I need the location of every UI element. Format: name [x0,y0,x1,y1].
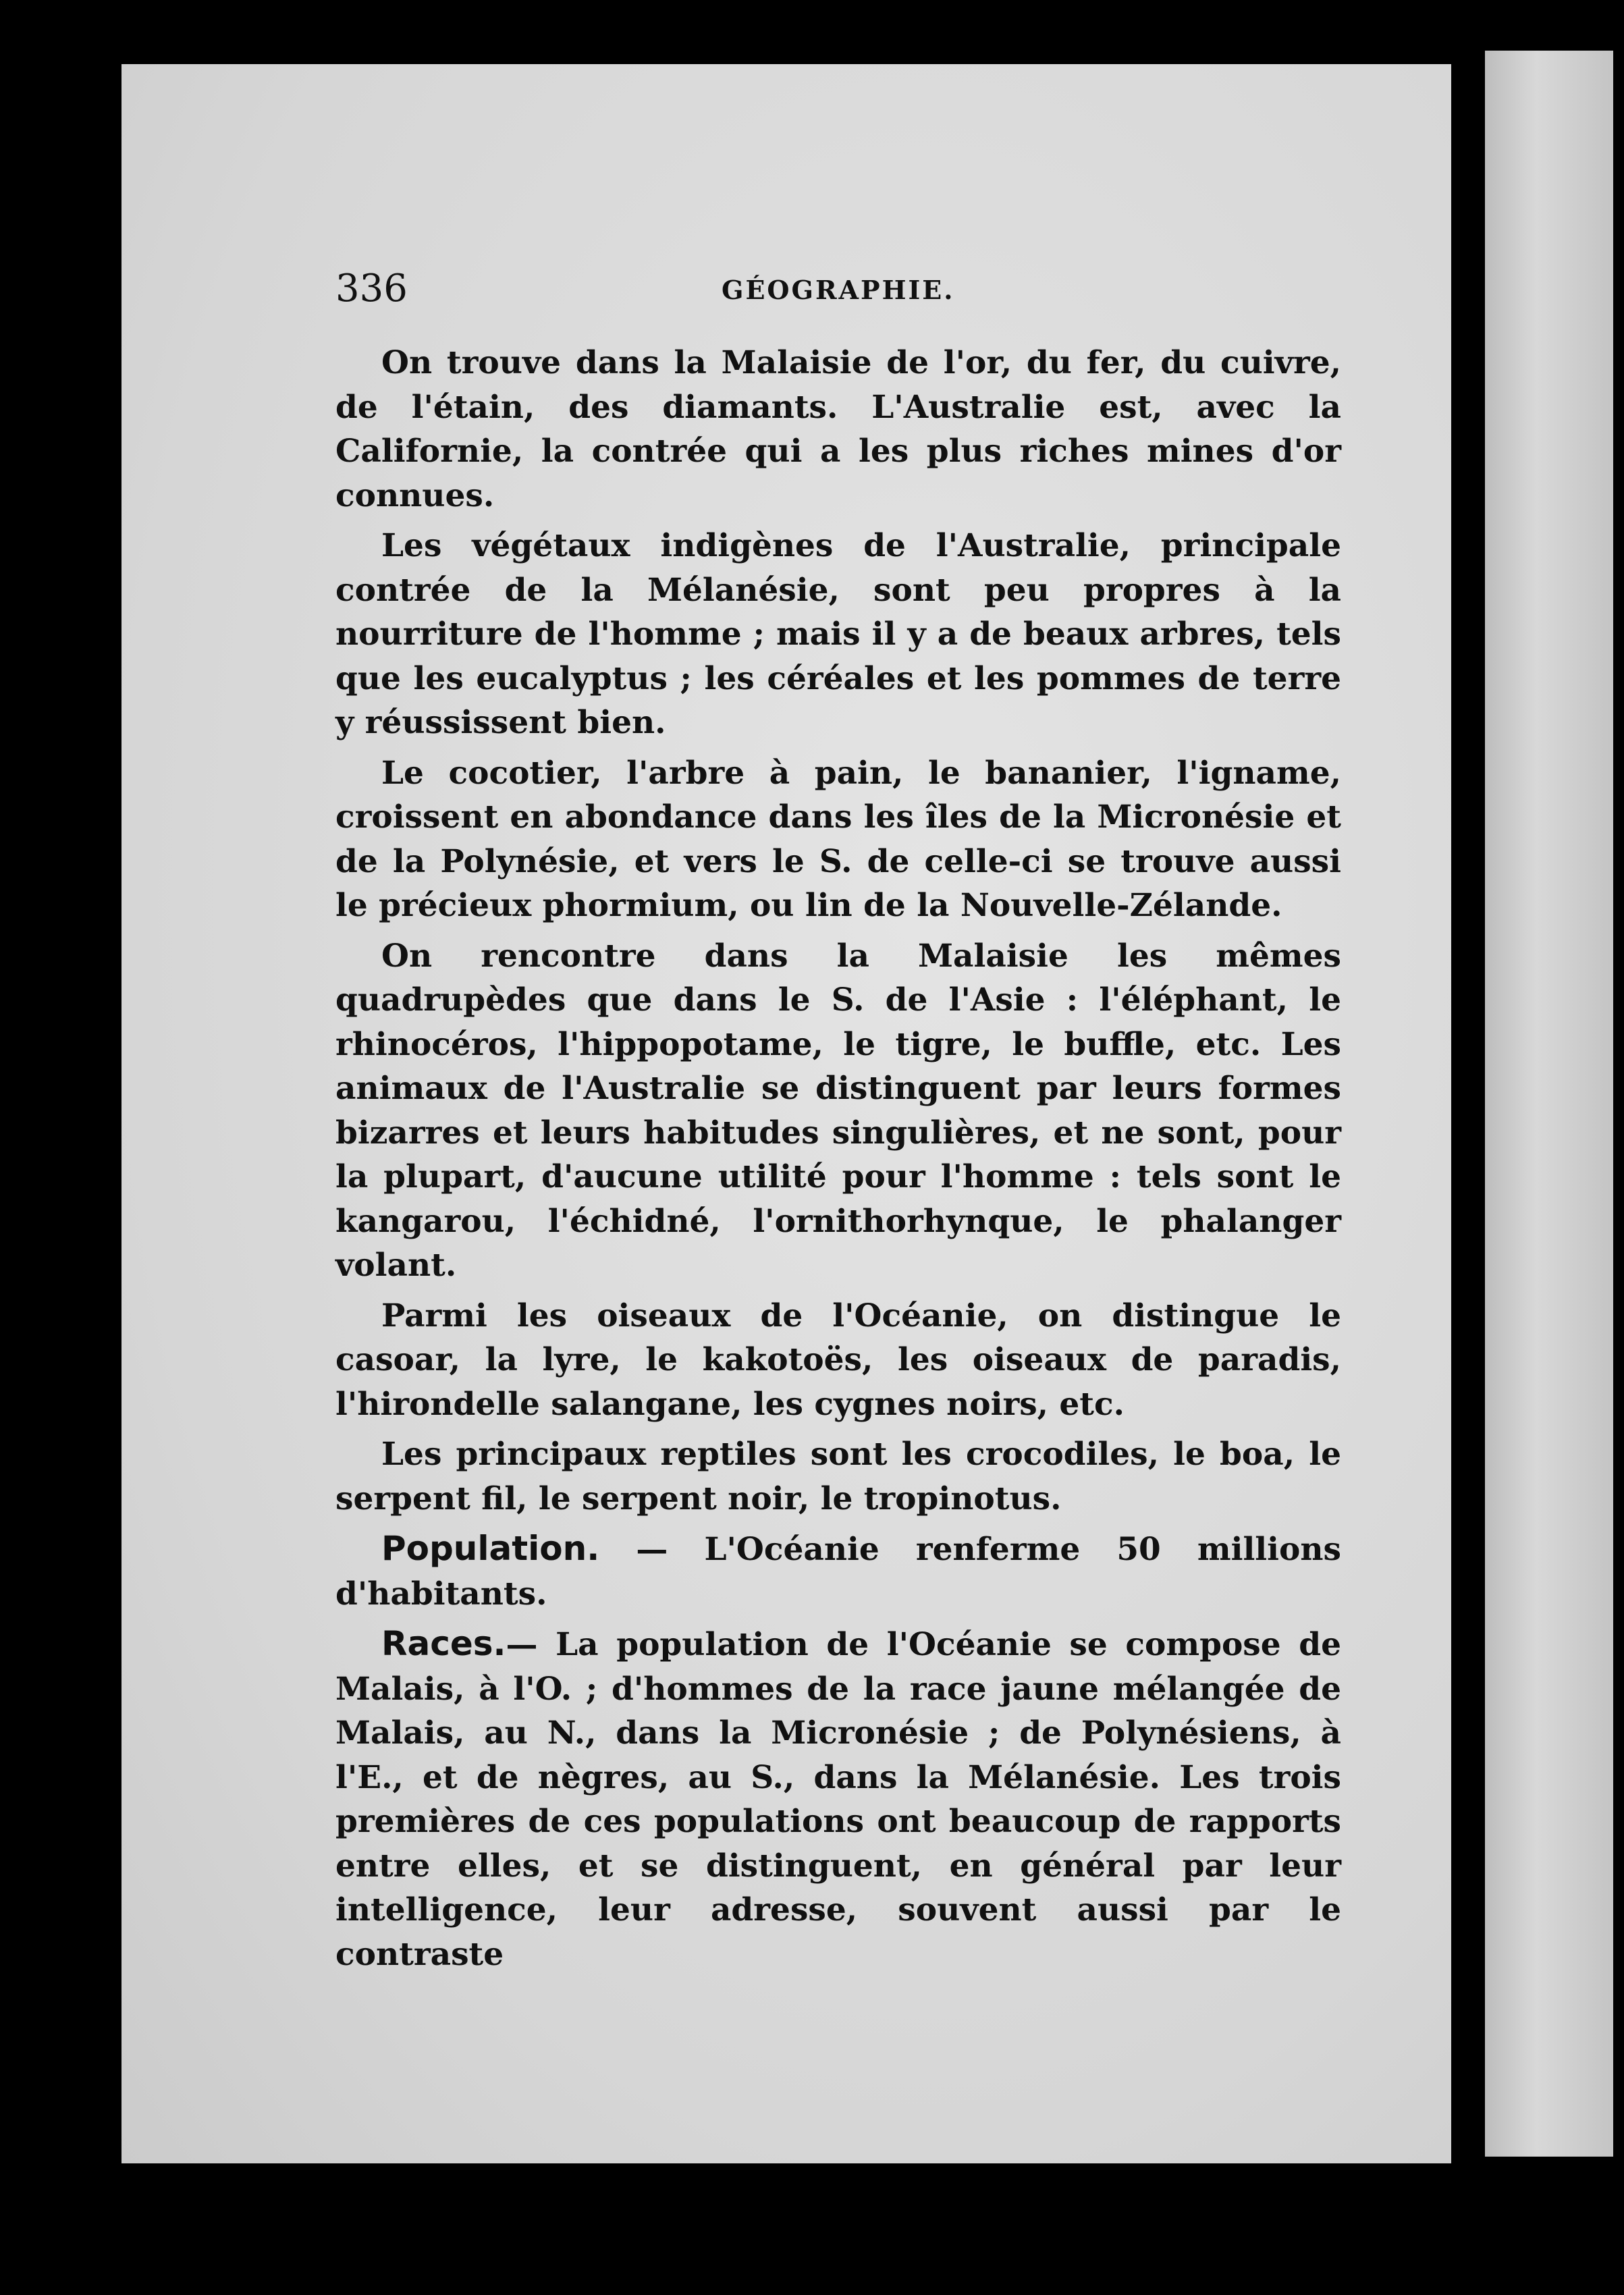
page-gutter-shadow [1451,64,1466,2163]
section-text-population: — L'Océanie renferme 50 millions d'habitants. [335,1531,1341,1613]
page-number: 336 [335,267,408,310]
body-text [335,341,1341,1982]
page-header [335,267,1348,321]
section-title-population: Population. [381,1529,600,1568]
paragraph-plants: Le cocotier, l'arbre à pain, le bananier, l'igname, croissent en abondance dans les îles de la Micronésie et de la Polynésie, et vers le S. de celle-ci se trouve aussi le précieux phormium, ou lin de la Nouvelle-Zélande. [335,754,1341,924]
paragraph-birds: Parmi les oiseaux de l'Océanie, on distingue le casoar, la lyre, le kakotoës, les oiseaux de paradis, l'hirondelle salangane, les cygnes noirs, etc. [335,1297,1341,1423]
running-head: GÉOGRAPHIE. [722,275,955,305]
paragraph-reptiles: Les principaux reptiles sont les crocodiles, le boa, le serpent fil, le serpent noir, le tropinotus. [335,1436,1341,1517]
section-title-races: Races. [381,1624,506,1663]
paragraph-animals: On rencontre dans la Malaisie les mêmes quadrupèdes que dans le S. de l'Asie : l'éléphant, le rhinocéros, l'hippopotame, le tigre, le buffle, etc. Les animaux de l'Australie se distinguent par leurs formes bizarres et leurs habitudes singulières, et ne sont, pour la plupart, d'aucune utilité pour l'homme : tels sont le kangarou, l'échidné, l'ornithorhynque, le phalanger volant. [335,937,1341,1284]
section-population [335,1527,1341,1616]
section-races [335,1622,1341,1976]
paragraph-vegetation: Les végétaux indigènes de l'Australie, principale contrée de la Mélanésie, sont peu propres à la nourriture de l'homme ; mais il y a de beaux arbres, tels que les eucalyptus ; les céréales et les pommes de terre y réussissent bien. [335,527,1341,741]
facing-page-edge [1485,51,1613,2157]
paragraph-minerals: On trouve dans la Malaisie de l'or, du fer, du cuivre, de l'étain, des diamants. L'Australie est, avec la Californie, la contrée qui a les plus riches mines d'or connues. [335,344,1341,514]
section-text-races: — La population de l'Océanie se compose de Malais, à l'O. ; d'hommes de la race jaune mélangée de Malais, au N., dans la Micronésie ; de Polynésiens, à l'E., et de nègres, au S., dans la Mélanésie. Les trois premières de ces populations ont beaucoup de rapports entre elles, et se distinguent, en général par leur intelligence, leur adresse, souvent aussi par le contraste [335,1626,1341,1973]
